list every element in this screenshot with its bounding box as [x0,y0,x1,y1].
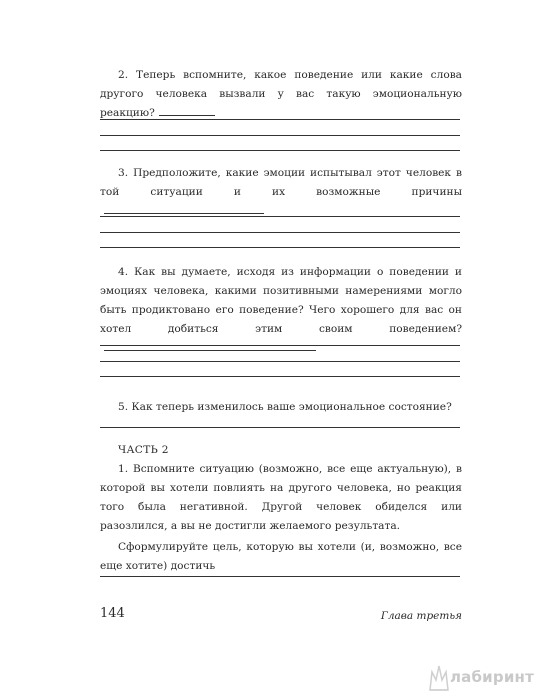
answer-line [100,361,460,362]
answer-line [100,345,460,346]
answer-inline-line [104,349,316,351]
answer-inline-line [159,114,215,116]
answer-line [100,135,460,136]
answer-inline-line [104,212,264,214]
question-3 [100,164,462,221]
answer-line [100,216,460,217]
question-4-text: 4. Как вы думаете, исходя из информации о поведении и эмоциях человека, какими позитивными намерениями могло быть продиктовано его поведение? Чего хорошего для вас он хотел добиться этим своим поведением? [100,266,462,335]
answer-line [100,427,460,428]
question-5-text: 5. Как теперь изменилось ваше эмоциональное состояние? [118,401,452,413]
page-number: 144 [100,606,125,621]
question-5 [100,398,462,417]
watermark [428,662,536,696]
question-3-text: 3. Предположите, какие эмоции испытывал этот человек в той ситуации и их возможные причины [100,167,462,198]
part2-paragraph-2: Сформулируйте цель, которую вы хотели (и, возможно, все еще хотите) достичь [100,541,462,572]
answer-line [100,247,460,248]
watermark-text: лабиринт [450,668,534,686]
answer-line [100,376,460,377]
answer-line [100,150,460,151]
answer-line [100,232,460,233]
question-2-text: 2. Теперь вспомните, какое поведение или какие слова другого человека вызвали у вас такую эмоциональную реакцию? [100,69,462,119]
answer-line [100,119,460,120]
part2-paragraph-1: 1. Вспомните ситуацию (возможно, все еще актуальную), в которой вы хотели повлиять на другого человека, но реакция того была негативной. Другой человек обиделся или разозлился, а вы не достигли желаемого результата. [100,463,462,532]
watermark-crown-icon [428,662,450,692]
question-4 [100,263,462,358]
answer-line [100,576,460,577]
question-2 [100,66,462,123]
running-title: Глава третья [380,610,462,622]
section-heading: ЧАСТЬ 2 [118,444,169,456]
